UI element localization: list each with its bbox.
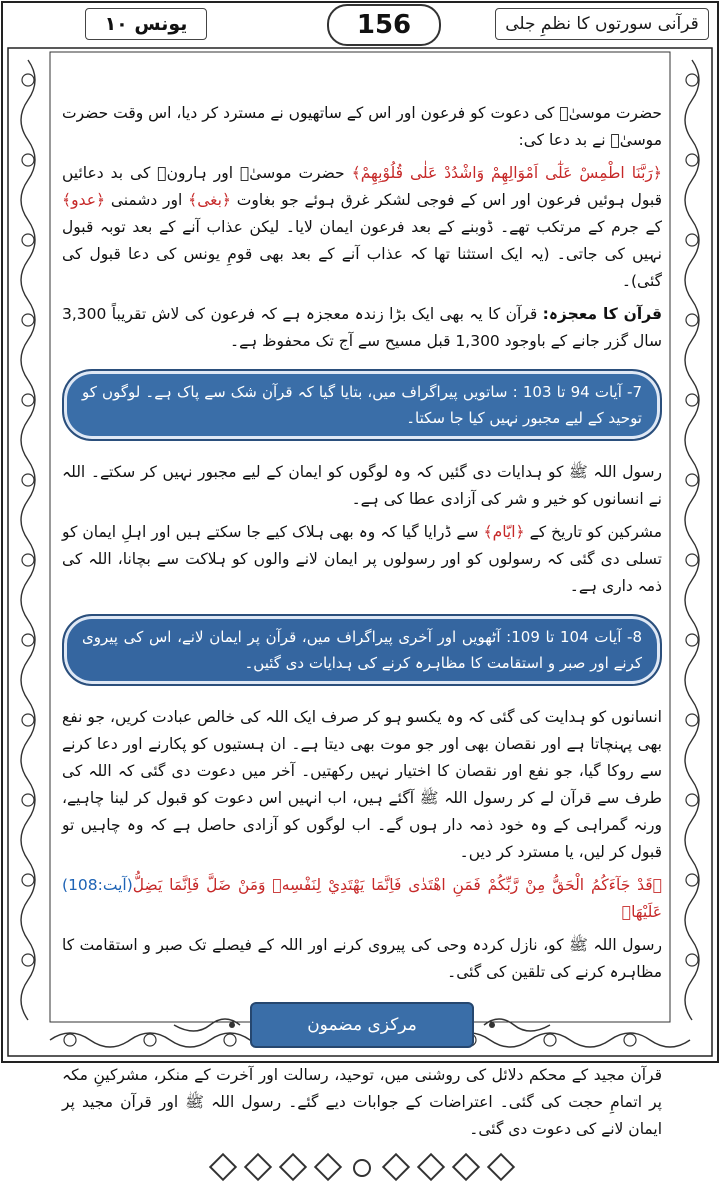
diamond-ornament-icon	[487, 1153, 515, 1181]
section-8-heading: 8- آیات 104 تا 109: آٹھویں اور آخری پیراگراف میں، قرآن پر ایمان لانے، اس کی پیروی کرنے اور صبر و استقامت کا مظاہرہ کرنے کی ہدایات دی گئیں۔	[62, 614, 662, 686]
flower-ornament-icon	[353, 1159, 371, 1177]
section-7-body-1: رسول اللہ ﷺ کو ہدایات دی گئیں کہ وہ لوگوں کو ایمان کے لیے مجبور نہیں کر سکتے۔ اللہ نے انسانوں کو خیر و شر کی آزادی عطا کی ہے۔	[62, 463, 662, 508]
diamond-ornament-icon	[244, 1153, 272, 1181]
section-8-body-2: رسول اللہ ﷺ کو، نازل کردہ وحی کی پیروی کرنے اور اللہ کے فیصلے تک صبر و استقامت کا مظاہرہ کرنے کی تلقین کی گئی۔	[62, 936, 662, 981]
baghy-term: ﴿بغی﴾	[188, 191, 231, 209]
dua-paragraph	[62, 160, 662, 295]
verse-arabic: ﴿قَدْ جَآءَكُمُ الْحَقُّ مِنْ رَّبِّكُمْ فَمَنِ اهْتَدٰى فَاِنَّمَا يَهْتَدِيْ لِنَفْسِهٖ وَمَنْ ضَلَّ فَاِنَّمَا يَضِلُّ عَلَيْهَا﴾	[132, 876, 662, 921]
book-title: قرآنی سورتوں کا نظمِ جلی	[505, 14, 699, 34]
section-8-body-1: انسانوں کو ہدایت کی گئی کہ وہ یکسو ہو کر صرف ایک اللہ کی خالص عبادت کریں، جو نفع بھی پہنچاتا ہے اور نقصان بھی اور جو موت بھی دیتا ہے۔ ان ہستیوں کو پکارنے اور دعا کرنے سے روکا گیا، جو نفع اور نقصان کا اختیار نہیں رکھتیں۔ آخر میں دعوت دی گئی کہ اللہ کی طرف سے قرآن لے کر رسول اللہ ﷺ آگئے ہیں، اب انہیں اس دعوت کو قبول کر لینا چاہیے، ورنہ گمراہی کے وہ خود ذمہ دار ہوں گے۔ اب لوگوں کو آزادی حاصل ہے کہ وہ چاہیں تو قبول کر لیں، یا مسترد کر دیں۔	[62, 708, 662, 861]
flourish-right-icon	[482, 1012, 552, 1038]
central-theme-heading: مرکزی مضمون	[307, 1015, 417, 1035]
ayyam-term: ﴿ایّام﴾	[483, 523, 525, 541]
diamond-ornament-icon	[314, 1153, 342, 1181]
page-content	[62, 100, 662, 1186]
page-number-badge	[327, 4, 441, 46]
book-title-box	[495, 8, 709, 40]
miracle-paragraph	[62, 301, 662, 355]
verse-reference: (آیت:108)	[62, 876, 133, 894]
crime-rest: کے جرم کے مرتکب تھے۔ ڈوبنے کے بعد فرعون ایمان لایا۔ لیکن عذاب آنے کے بعد توبہ قبول نہیں کی جاتی۔ (یہ ایک استثنا تھا کہ عذاب آنے کے بعد بھی قومِ یونس کی دعا قبول کی گئی)۔	[62, 218, 662, 290]
central-theme-heading-box	[250, 1002, 474, 1048]
dua-rest: حضرت موسیٰؑ اور ہارونؑ کی بد دعائیں قبول ہوئیں فرعون اور اس کے فوجی لشکر غرق ہوئے جو بغاوت	[62, 164, 662, 209]
central-theme-text: قرآن مجید کے محکم دلائل کی روشنی میں، توحید، رسالت اور آخرت کے منکر، مشرکینِ مکہ پر اتمامِ حجت کی گئی۔ اعتراضات کے جوابات دیے گئے۔ رسول اللہ ﷺ اور قرآن مجید پر ایمان لانے کی دعوت دی گئی۔	[62, 1066, 662, 1138]
and-enmity: اور دشمنی	[110, 191, 183, 209]
section-7-heading: 7- آیات 94 تا 103 : ساتویں پیراگراف میں، بتایا گیا کہ قرآن شک سے پاک ہے۔ لوگوں کو توحید کے لیے مجبور نہیں کیا جا سکتا۔	[62, 369, 662, 441]
verse-line	[62, 872, 662, 926]
miracle-label: قرآن کا معجزہ:	[542, 305, 662, 323]
end-ornaments	[62, 1157, 662, 1186]
dua-arabic: ﴿رَبَّنَا اطْمِسْ عَلٰٓى اَمْوَالِهِمْ وَاشْدُدْ عَلٰى قُلُوْبِهِمْ﴾	[351, 164, 662, 182]
miracle-text: قرآن کا یہ بھی ایک بڑا زندہ معجزہ ہے کہ فرعون کی لاش تقریباً 3,300 سال گزر جانے کے باوجود 1,300 قبل مسیح سے آج تک محفوظ ہے۔	[62, 305, 662, 350]
surah-label: یونس ۱۰	[104, 13, 188, 35]
intro-line: حضرت موسیٰؑ کی دعوت کو فرعون اور اس کے ساتھیوں نے مسترد کر دیا، اس وقت حضرت موسیٰؑ نے بد دعا کی:	[62, 104, 662, 149]
section-7-body-2	[62, 519, 662, 600]
diamond-ornament-icon	[417, 1153, 445, 1181]
surah-label-box	[85, 8, 207, 40]
diamond-ornament-icon	[209, 1153, 237, 1181]
diamond-ornament-icon	[452, 1153, 480, 1181]
diamond-ornament-icon	[382, 1153, 410, 1181]
diamond-ornament-icon	[279, 1153, 307, 1181]
flourish-left-icon	[172, 1012, 242, 1038]
adw-term: ﴿عدو﴾	[62, 191, 106, 209]
page-number: 156	[356, 10, 412, 40]
section-7-body-2a: مشرکین کو تاریخ کے	[529, 523, 663, 541]
section-7-body-2b: سے ڈرایا گیا کہ وہ بھی ہلاک کیے جا سکتے ہیں اور اہلِ ایمان کو تسلی دی گئی کہ رسولوں کو اور رسولوں پر ایمان لانے والوں کو ہلاکت سے بچانا، اللہ کی ذمہ داری ہے۔	[62, 523, 662, 595]
